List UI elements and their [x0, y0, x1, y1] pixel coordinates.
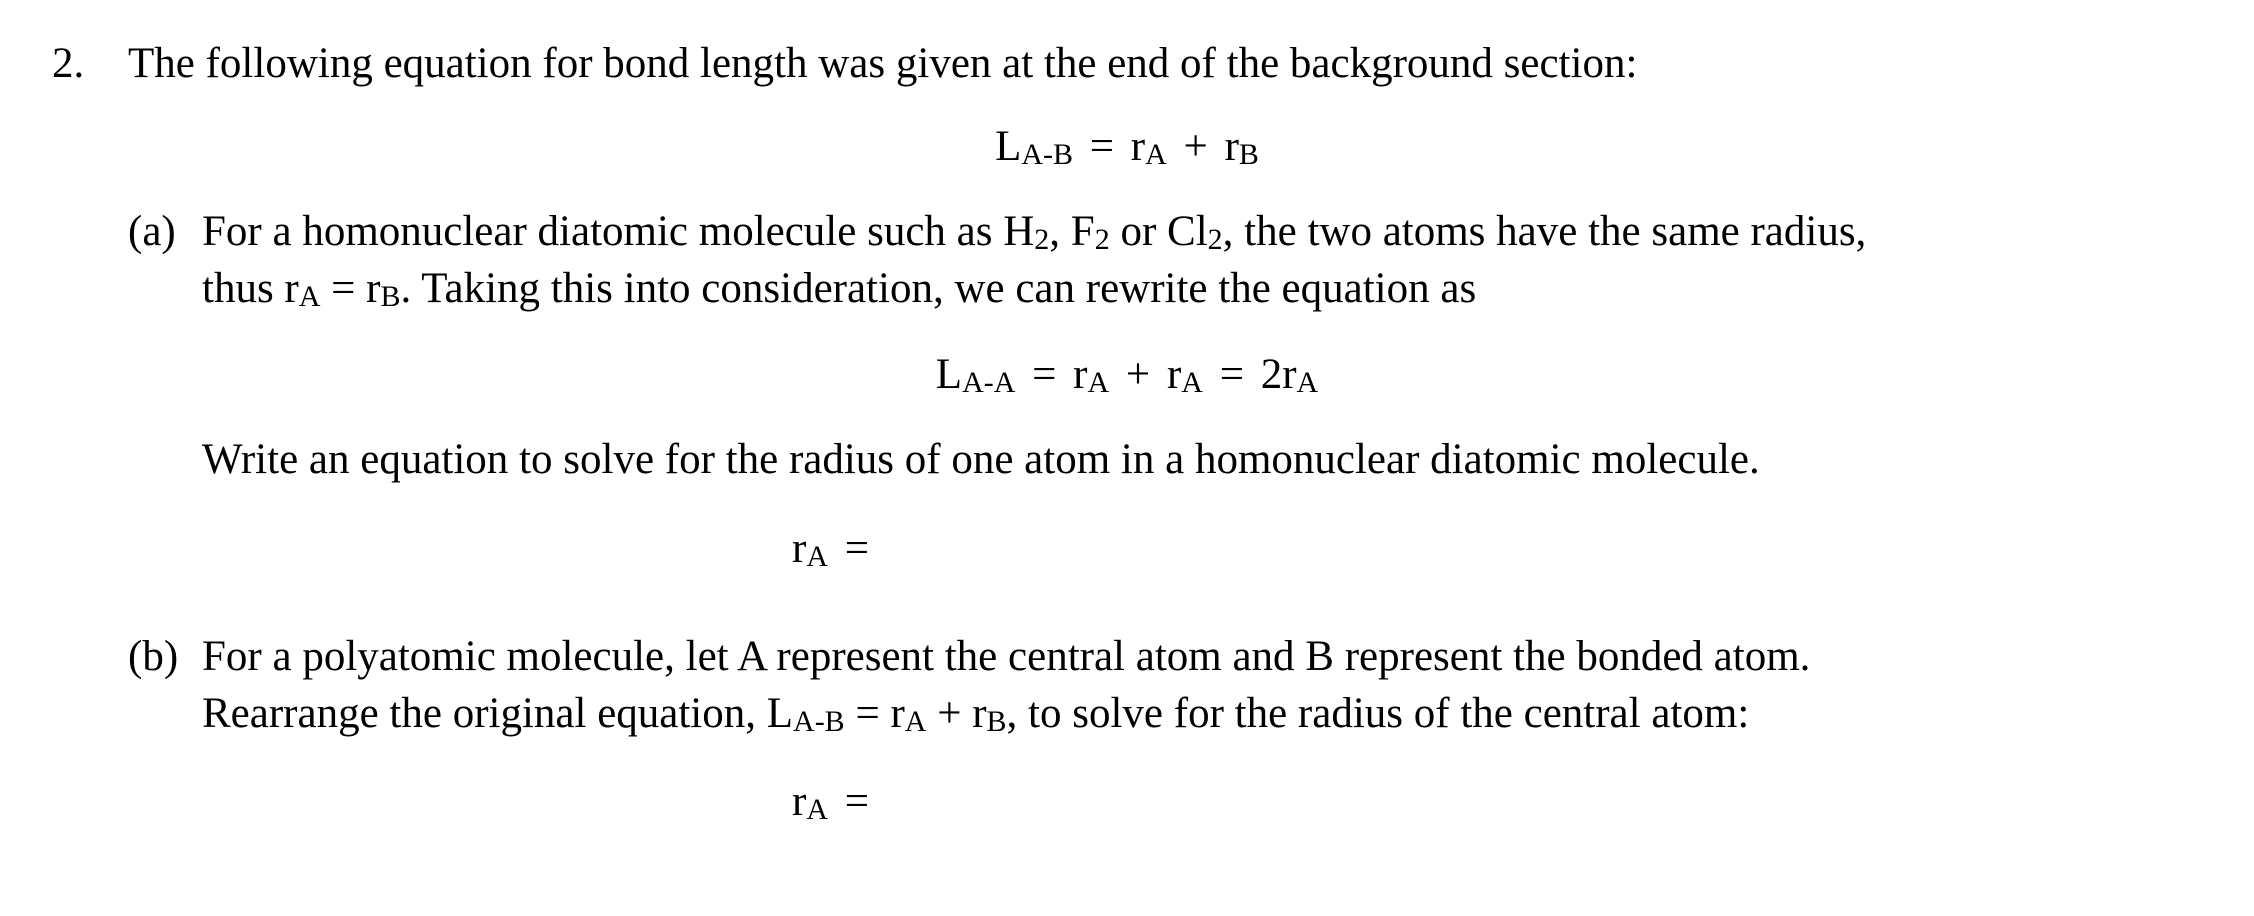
part-a-cl-text: or Cl: [1109, 208, 1208, 255]
eq-term1: r: [1130, 123, 1146, 170]
part-b-line2-eq: = r: [844, 690, 905, 737]
part-a-line1-text: For a homonuclear diatomic molecule such as H: [202, 208, 1035, 255]
hom-eq-lhs-subscript: A-A: [962, 366, 1016, 399]
hom-eq-lhs: L: [935, 351, 963, 398]
hom-eq-term2: r: [1166, 351, 1182, 398]
part-b-label: (b): [128, 633, 179, 680]
part-b-answer: [792, 778, 875, 826]
part-a-line1: [202, 208, 1867, 256]
eq-term1-subscript: A: [1145, 138, 1167, 171]
bond-length-equation: [0, 123, 2254, 171]
part-a-line2-end: . Taking this into consideration, we can rewrite the equation as: [400, 265, 1477, 312]
hom-eq-equals-1: =: [1032, 351, 1057, 398]
hom-eq-term2-subscript: A: [1181, 366, 1203, 399]
part-b-line2: [202, 690, 1750, 738]
part-a-line2: [202, 265, 1477, 313]
part-b-answer-equals: =: [844, 778, 870, 825]
part-a-f-text: , F: [1049, 208, 1095, 255]
hom-eq-term3-subscript: A: [1296, 366, 1319, 399]
part-b-rb-subscript: B: [986, 705, 1007, 738]
hom-eq-plus: +: [1125, 351, 1151, 398]
question-text: The following equation for bond length was given at the end of the background section:: [128, 40, 1638, 87]
ra-subscript: A: [298, 280, 321, 313]
part-a-label: (a): [128, 208, 176, 255]
eq-equals: =: [1089, 123, 1115, 170]
eq-term2-subscript: B: [1238, 138, 1259, 171]
part-a-answer-equals: =: [844, 525, 870, 572]
part-a-line2-eq: = r: [320, 265, 381, 312]
part-b-ra-subscript: A: [904, 705, 927, 738]
hom-eq-term3: 2r: [1260, 351, 1297, 398]
f2-subscript: 2: [1094, 223, 1110, 256]
eq-lhs: L: [995, 123, 1022, 170]
eq-plus: +: [1183, 123, 1208, 170]
part-a-answer-r: r: [792, 525, 807, 572]
part-a-line1-end: , the two atoms have the same radius,: [1222, 208, 1867, 255]
part-b-answer-r: r: [792, 778, 807, 825]
eq-term2: r: [1224, 123, 1239, 170]
part-b-answer-subscript: A: [806, 793, 828, 826]
homonuclear-equation: [0, 351, 2254, 399]
part-b-line2-start: Rearrange the original equation, L: [202, 690, 794, 737]
part-b-line1: For a polyatomic molecule, let A represent the central atom and B represent the bonded atom.: [202, 633, 1811, 680]
eq-lhs-subscript: A-B: [1021, 138, 1074, 171]
cl2-subscript: 2: [1207, 223, 1223, 256]
part-b-line2-plus: + r: [926, 690, 987, 737]
part-a-instruction: Write an equation to solve for the radius of one atom in a homonuclear diatomic molecule.: [202, 436, 1760, 483]
part-b-l-subscript: A-B: [793, 705, 845, 738]
part-a-answer: [792, 525, 875, 573]
part-a-answer-subscript: A: [806, 540, 828, 573]
question-number: 2.: [52, 40, 85, 87]
hom-eq-term1: r: [1073, 351, 1088, 398]
hom-eq-term1-subscript: A: [1087, 366, 1110, 399]
part-a-line2-start: thus r: [202, 265, 299, 312]
h2-subscript: 2: [1034, 223, 1050, 256]
rb-subscript: B: [380, 280, 401, 313]
part-b-line2-end: , to solve for the radius of the central atom:: [1006, 690, 1750, 737]
hom-eq-equals-2: =: [1219, 351, 1244, 398]
